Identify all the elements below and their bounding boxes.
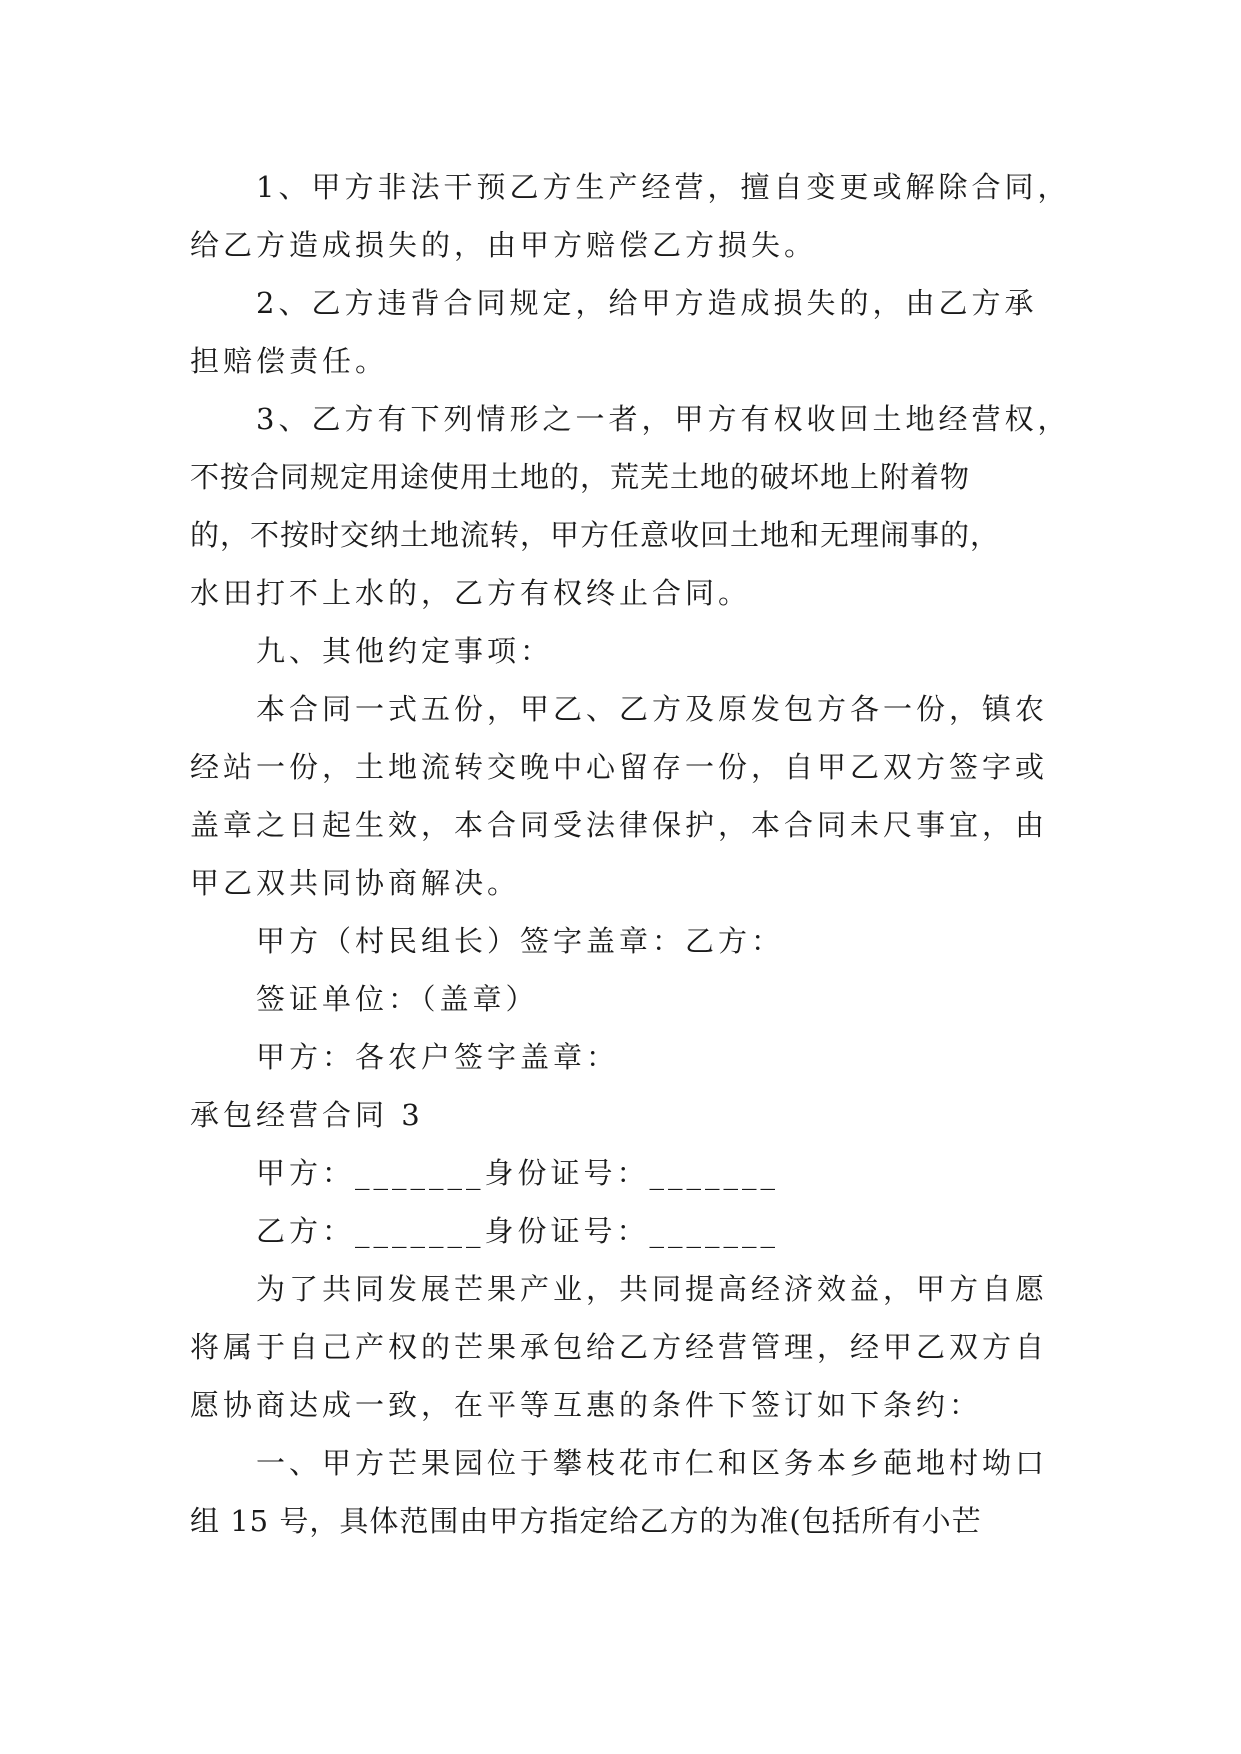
preamble-line-3: 愿协商达成一致，在平等互惠的条件下签订如下条约： [190,1388,983,1422]
section-9-line-4: 甲乙双共同协商解决。 [190,866,521,900]
contract-text [190,158,1071,1550]
article-1-line-2: 组 15 号，具体范围由甲方指定给乙方的为准(包括所有小芒 [190,1504,982,1538]
clause-3-line-3: 的，不按时交纳土地流转，甲方任意收回土地和无理闹事的， [190,518,1001,552]
clause-1-line-1: 1、甲方非法干预乙方生产经营，擅自变更或解除合同， [256,170,1071,204]
section-9-line-1: 本合同一式五份，甲乙、乙方及原发包方各一份，镇农 [256,692,1049,726]
signature-farmers: 甲方：各农户签字盖章： [256,1040,620,1074]
clause-3-line-1: 3、乙方有下列情形之一者，甲方有权收回土地经营权， [256,402,1071,436]
signature-certifier: 签证单位：（盖章） [256,982,539,1016]
section-9-line-2: 经站一份，土地流转交晚中心留存一份，自甲乙双方签字或 [190,750,1049,784]
contract-3-title: 承包经营合同 3 [190,1098,424,1132]
clause-2-line-1: 2、乙方违背合同规定，给甲方造成损失的，由乙方承 [256,286,1038,320]
clause-1-line-2: 给乙方造成损失的，由甲方赔偿乙方损失。 [190,228,818,262]
preamble-line-2: 将属于自己产权的芒果承包给乙方经营管理，经甲乙双方自 [190,1330,1049,1364]
signature-party-a: 甲方（村民组长）签字盖章：乙方： [256,924,785,958]
clause-3-line-2: 不按合同规定用途使用土地的，荒芜土地的破坏地上附着物 [190,460,971,494]
clause-3-line-4: 水田打不上水的，乙方有权终止合同。 [190,576,752,610]
section-9-line-3: 盖章之日起生效，本合同受法律保护，本合同未尺事宜，由 [190,808,1049,842]
clause-2-line-2: 担赔偿责任。 [190,344,389,378]
party-b-id-line: 乙方：_______身份证号：_______ [256,1214,780,1248]
party-a-id-line: 甲方：_______身份证号：_______ [256,1156,780,1190]
preamble-line-1: 为了共同发展芒果产业，共同提高经济效益，甲方自愿 [256,1272,1049,1306]
article-1-line-1: 一、甲方芒果园位于攀枝花市仁和区务本乡葩地村坳口 [256,1446,1049,1480]
section-9-heading: 九、其他约定事项： [256,634,554,668]
